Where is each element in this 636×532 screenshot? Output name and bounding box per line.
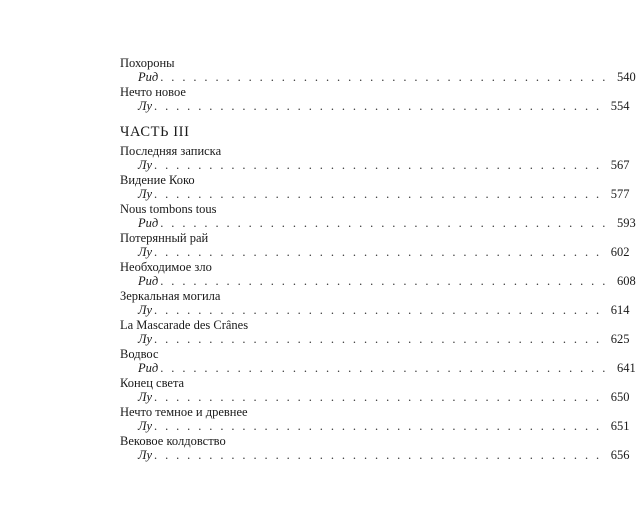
dot-leader: . . . . . . . . . . . . . . . . . . . . . . . . . . . . . . . . . . . . . . . . .: [160, 361, 608, 375]
dot-leader: . . . . . . . . . . . . . . . . . . . . . . . . . . . . . . . . . . . . . . . . .: [160, 70, 608, 84]
entry-line: [120, 332, 630, 346]
entry-author: Лу: [138, 158, 153, 172]
dot-leader: . . . . . . . . . . . . . . . . . . . . . . . . . . . . . . . . . . . . . . . . .: [154, 390, 602, 404]
entry-line: [120, 187, 630, 201]
entry-title: Необходимое зло: [120, 260, 212, 274]
toc-entry[interactable]: [120, 85, 630, 114]
entry-title: Нечто темное и древнее: [120, 405, 248, 419]
entry-author: Лу: [138, 99, 153, 113]
dot-leader: . . . . . . . . . . . . . . . . . . . . . . . . . . . . . . . . . . . . . . . . .: [154, 448, 602, 462]
entry-line: [120, 216, 636, 230]
dot-leader: . . . . . . . . . . . . . . . . . . . . . . . . . . . . . . . . . . . . . . . . .: [154, 332, 602, 346]
entry-author: Лу: [138, 419, 153, 433]
entry-author: Лу: [138, 332, 153, 346]
toc-entry[interactable]: [120, 405, 630, 434]
entry-page-number: 577: [610, 187, 630, 201]
entry-title: La Mascarade des Crânes: [120, 318, 249, 332]
entry-line: [120, 70, 636, 84]
entry-author: Лу: [138, 303, 153, 317]
table-of-contents: [120, 56, 636, 463]
entry-page-number: 656: [610, 448, 630, 462]
toc-entry[interactable]: [120, 289, 630, 318]
toc-entry[interactable]: [120, 202, 636, 231]
entry-page-number: 608: [617, 274, 636, 288]
entry-title: Нечто новое: [120, 85, 186, 99]
dot-leader: . . . . . . . . . . . . . . . . . . . . . . . . . . . . . . . . . . . . . . . . .: [160, 274, 608, 288]
toc-entry[interactable]: [120, 231, 630, 260]
dot-leader: . . . . . . . . . . . . . . . . . . . . . . . . . . . . . . . . . . . . . . . . .: [154, 158, 602, 172]
dot-leader: . . . . . . . . . . . . . . . . . . . . . . . . . . . . . . . . . . . . . . . . .: [154, 99, 602, 113]
entry-author: Лу: [138, 390, 153, 404]
entry-author: Рид: [138, 274, 159, 288]
entry-line: [120, 303, 630, 317]
entry-title: Потерянный рай: [120, 231, 209, 245]
entry-line: [120, 361, 636, 375]
entry-line: [120, 419, 630, 433]
entry-page-number: 554: [610, 99, 630, 113]
toc-entry[interactable]: [120, 173, 630, 202]
entry-page-number: 625: [610, 332, 630, 346]
part-heading: ЧАСТЬ III: [120, 124, 190, 140]
entry-author: Рид: [138, 70, 159, 84]
entry-page-number: 540: [617, 70, 636, 84]
entry-author: Лу: [138, 245, 153, 259]
entry-line: [120, 274, 636, 288]
entry-title: Nous tombons tous: [120, 202, 217, 216]
toc-entry[interactable]: [120, 347, 636, 376]
entry-title: Видение Коко: [120, 173, 195, 187]
toc-entry[interactable]: [120, 318, 630, 347]
entry-page-number: 651: [610, 419, 630, 433]
dot-leader: . . . . . . . . . . . . . . . . . . . . . . . . . . . . . . . . . . . . . . . . .: [154, 245, 602, 259]
entry-author: Рид: [138, 216, 159, 230]
entry-title: Конец света: [120, 376, 185, 390]
entry-author: Лу: [138, 448, 153, 462]
toc-entry[interactable]: [120, 376, 630, 405]
entry-line: [120, 99, 630, 113]
entry-page-number: 650: [610, 390, 630, 404]
entry-title: Похороны: [120, 56, 175, 70]
entry-author: Лу: [138, 187, 153, 201]
entry-line: [120, 390, 630, 404]
entry-page-number: 614: [610, 303, 630, 317]
toc-entry[interactable]: [120, 56, 636, 85]
entry-title: Зеркальная могила: [120, 289, 221, 303]
entry-page-number: 593: [617, 216, 636, 230]
entry-line: [120, 158, 630, 172]
entry-author: Рид: [138, 361, 159, 375]
entry-page-number: 641: [617, 361, 636, 375]
entry-title: Вековое колдовство: [120, 434, 226, 448]
entry-line: [120, 245, 630, 259]
toc-entry[interactable]: [120, 434, 630, 463]
dot-leader: . . . . . . . . . . . . . . . . . . . . . . . . . . . . . . . . . . . . . . . . .: [154, 419, 602, 433]
entry-page-number: 602: [610, 245, 630, 259]
entry-title: Водвос: [120, 347, 159, 361]
dot-leader: . . . . . . . . . . . . . . . . . . . . . . . . . . . . . . . . . . . . . . . . .: [160, 216, 608, 230]
entry-title: Последняя записка: [120, 144, 222, 158]
dot-leader: . . . . . . . . . . . . . . . . . . . . . . . . . . . . . . . . . . . . . . . . .: [154, 303, 602, 317]
entry-page-number: 567: [610, 158, 630, 172]
toc-entry[interactable]: [120, 260, 636, 289]
entry-line: [120, 448, 630, 462]
toc-entry[interactable]: [120, 144, 630, 173]
dot-leader: . . . . . . . . . . . . . . . . . . . . . . . . . . . . . . . . . . . . . . . . .: [154, 187, 602, 201]
